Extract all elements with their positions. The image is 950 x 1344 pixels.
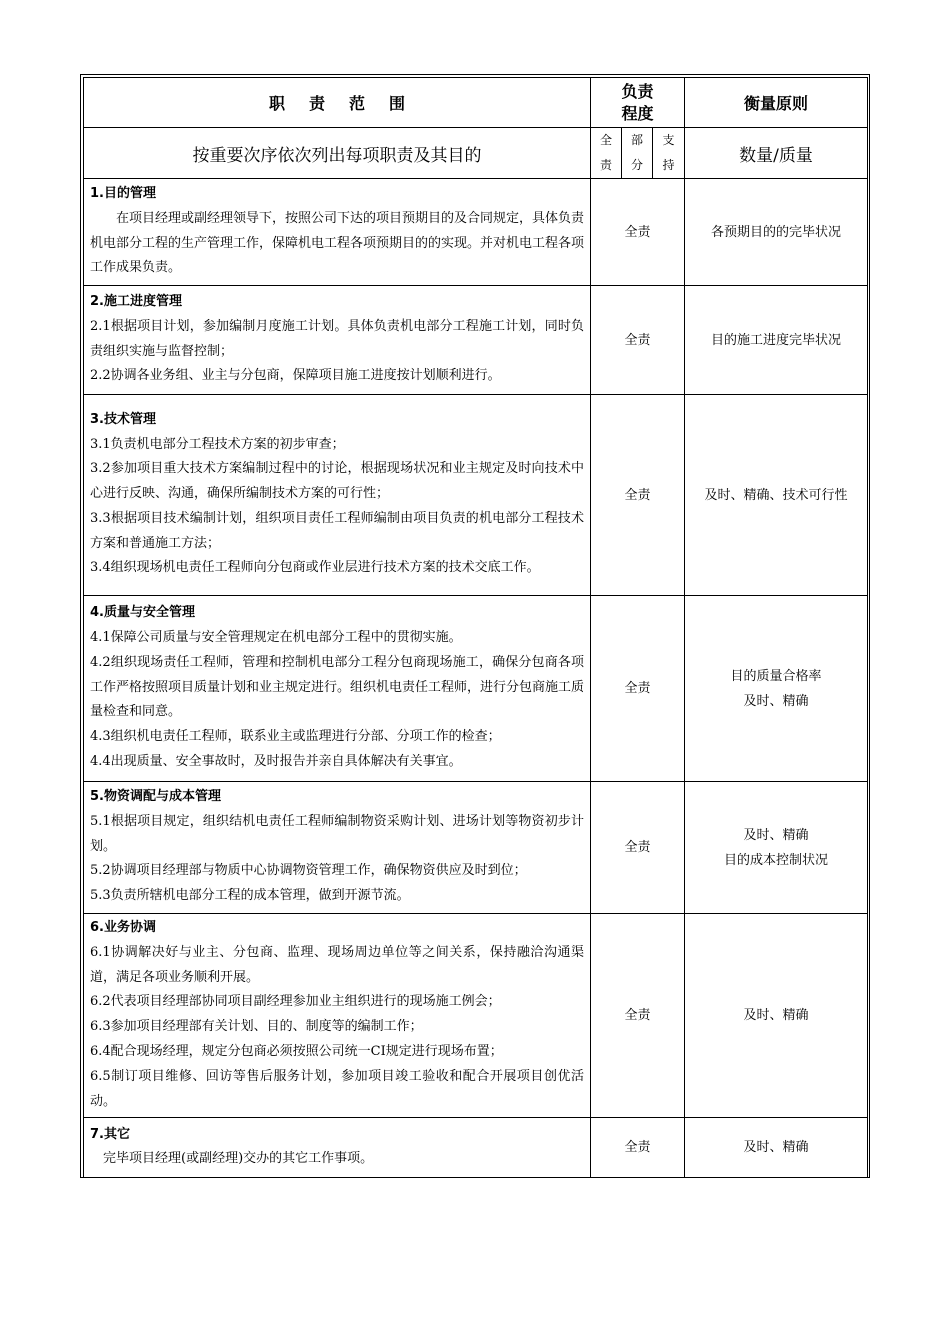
- responsibility-table: [83, 77, 868, 1178]
- measure-line: 目的质量合格率: [730, 668, 822, 684]
- measure-line: 及时、精确: [743, 827, 809, 843]
- scope-header: 职责范围: [84, 78, 591, 128]
- degree-sub-partial: [622, 128, 653, 179]
- measure-value: [685, 179, 868, 286]
- section-row: [84, 286, 868, 395]
- section-line: 5.3负责所辖机电部分工程的成本管理，做到开源节流。: [90, 888, 410, 904]
- section-line: 6.4配合现场经理，规定分包商必须按照公司统一CI规定进行现场布置；: [90, 1043, 503, 1059]
- section-content: [84, 596, 591, 782]
- section-row: [84, 179, 868, 286]
- section-line: 3.2参加项目重大技术方案编制过程中的讨论，根据现场状况和业主规定及时向技术中心进行反映、沟通，确保所编制技术方案的可行性；: [90, 461, 584, 502]
- section-line: 3.4组织现场机电责任工程师向分包商或作业层进行技术方案的技术交底工作。: [90, 560, 540, 576]
- scope-subheader: 按重要次序依次列出每项职责及其目的: [84, 128, 591, 179]
- measure-value: [685, 596, 868, 782]
- degree-sub-label: 全 责: [599, 133, 612, 172]
- section-line: 4.2组织现场责任工程师，管理和控制机电部分工程分包商现场施工，确保分包商各项工作严格按照项目质量计划和业主规定进行。组织机电责任工程师，进行分包商施工质量检查和同意。: [90, 654, 585, 720]
- section-line: 4.4出现质量、安全事故时，及时报告并亲自具体解决有关事宜。: [90, 753, 462, 769]
- measure-line: 及时、精确: [743, 1140, 809, 1156]
- measure-line: 及时、精确: [743, 693, 809, 709]
- measure-line: 目的成本控制状况: [724, 852, 829, 868]
- section-row: [84, 1118, 868, 1178]
- section-content: [84, 914, 591, 1118]
- measure-subheader: 数量/质量: [685, 128, 868, 179]
- measure-value: [685, 914, 868, 1118]
- degree-value: 全责: [591, 1118, 685, 1178]
- measure-value: [685, 286, 868, 395]
- degree-sub-label: 部 分: [630, 133, 643, 172]
- section-row: [84, 782, 868, 914]
- section-content: [84, 1118, 591, 1178]
- degree-sub-support: [653, 128, 685, 179]
- degree-value: 全责: [591, 395, 685, 596]
- section-title: 6.业务协调: [90, 920, 156, 935]
- degree-value: 全责: [591, 179, 685, 286]
- section-title: 4.质量与安全管理: [90, 605, 195, 621]
- section-line: 4.1保障公司质量与安全管理规定在机电部分工程中的贯彻实施。: [90, 630, 462, 645]
- measure-value: [685, 1118, 868, 1178]
- section-line: 5.2协调项目经理部与物质中心协调物资管理工作，确保物资供应及时到位；: [90, 863, 527, 879]
- section-line: 6.1协调解决好与业主、分包商、监理、现场周边单位等之间关系，保持融洽沟通渠道，满足各项业务顺利开展。: [90, 944, 584, 985]
- section-line: 完毕项目经理(或副经理)交办的其它工作事项。: [103, 1151, 374, 1167]
- section-line: 3.1负责机电部分工程技术方案的初步审查；: [90, 436, 345, 452]
- section-row: [84, 395, 868, 596]
- section-content: [84, 395, 591, 596]
- section-line: 在项目经理或副经理领导下，按照公司下达的项目预期目的及合同规定，具体负责机电部分工程的生产管理工作，保障机电工程各项预期目的的实现。并对机电工程各项工作成果负责。: [90, 210, 585, 276]
- degree-value: 全责: [591, 914, 685, 1118]
- section-content: [84, 782, 591, 914]
- section-line: 2.1根据项目计划，参加编制月度施工计划。具体负责机电部分工程施工计划，同时负责组织实施与监督控制；: [90, 318, 584, 359]
- degree-header: 负责 程度: [591, 78, 685, 128]
- section-line: 5.1根据项目规定，组织结机电责任工程师编制物资采购计划、进场计划等物资初步计划。: [90, 813, 584, 854]
- degree-sub-full: [591, 128, 622, 179]
- section-title: 2.施工进度管理: [90, 293, 182, 309]
- measure-line: 及时、精确: [743, 1008, 809, 1024]
- degree-sub-label: 支 持: [662, 133, 675, 172]
- section-content: [84, 179, 591, 286]
- measure-line: 目的施工进度完毕状况: [711, 332, 842, 348]
- section-line: 6.2代表项目经理部协同项目副经理参加业主组织进行的现场施工例会；: [90, 994, 501, 1010]
- measure-value: [685, 395, 868, 596]
- degree-value: 全责: [591, 286, 685, 395]
- section-title: 5.物资调配与成本管理: [90, 789, 221, 804]
- measure-line: 及时、精确、技术可行性: [704, 487, 848, 503]
- section-content: [84, 286, 591, 395]
- section-title: 1.目的管理: [90, 185, 156, 201]
- section-line: 6.5制订项目维修、回访等售后服务计划，参加项目竣工验收和配合开展项目创优活动。: [90, 1068, 584, 1109]
- section-row: [84, 914, 868, 1118]
- section-title: 7.其它: [90, 1126, 130, 1142]
- section-line: 6.3参加项目经理部有关计划、目的、制度等的编制工作；: [90, 1019, 423, 1035]
- measure-line: 各预期目的的完毕状况: [711, 224, 842, 240]
- section-line: 2.2协调各业务组、业主与分包商，保障项目施工进度按计划顺利进行。: [90, 368, 501, 384]
- measure-header: 衡量原则: [685, 78, 868, 128]
- degree-value: 全责: [591, 596, 685, 782]
- section-title: 3.技术管理: [90, 411, 156, 427]
- section-line: 3.3根据项目技术编制计划，组织项目责任工程师编制由项目负责的机电部分工程技术方案和普通施工方法；: [90, 510, 584, 551]
- measure-value: [685, 782, 868, 914]
- degree-value: 全责: [591, 782, 685, 914]
- section-line: 4.3组织机电责任工程师，联系业主或监理进行分部、分项工作的检查；: [90, 729, 501, 745]
- section-row: [84, 596, 868, 782]
